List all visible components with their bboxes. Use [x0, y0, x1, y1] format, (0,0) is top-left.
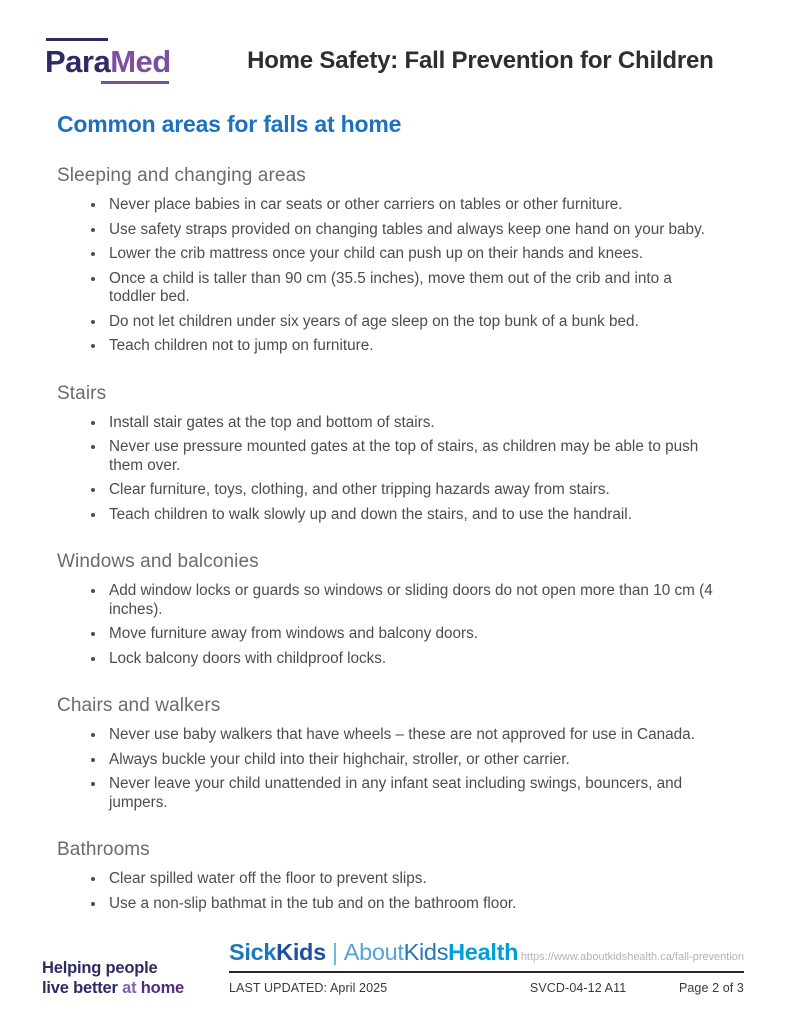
page-title: Home Safety: Fall Prevention for Children — [247, 47, 714, 74]
bullet-item: • Use a non-slip bathmat in the tub and on the bathroom floor. — [106, 895, 718, 914]
document-code: SVCD-04-12 A11 — [529, 980, 627, 995]
footer-divider — [229, 971, 744, 973]
bullet-item: • Never use baby walkers that have wheels – these are not approved for use in Canada. — [106, 726, 718, 745]
tagline-live-better: live better — [42, 979, 123, 997]
aboutkidshealth-logo-health: Health — [448, 939, 519, 965]
footer-meta-row — [229, 981, 744, 995]
bullet-item: • Install stair gates at the top and bottom of stairs. — [106, 414, 718, 433]
brand-separator: | — [331, 939, 338, 965]
bullet-item: • Never place babies in car seats or other carriers on tables or other furniture. — [106, 196, 718, 215]
section-windows-and-balconies — [57, 551, 718, 668]
last-updated: LAST UPDATED: April 2025 — [229, 980, 388, 995]
tagline-at: at — [122, 979, 137, 997]
bullet-item: • Lower the crib mattress once your child can push up on their hands and knees. — [106, 245, 718, 264]
section-heading: Windows and balconies — [57, 551, 259, 572]
logo-rule-top — [46, 38, 108, 41]
section-heading: Stairs — [57, 382, 107, 404]
bullet-list — [91, 196, 718, 356]
main-heading: Common areas for falls at home — [57, 111, 402, 137]
bullet-item: • Always buckle your child into their highchair, stroller, or other carrier. — [106, 751, 718, 770]
brand-row — [229, 940, 744, 966]
page-footer — [0, 936, 791, 1024]
section-heading: Chairs and walkers — [57, 695, 221, 716]
main-content — [0, 111, 791, 913]
sickkids-logo-sick: Sick — [229, 939, 277, 965]
section-bathrooms — [57, 839, 718, 913]
logo-rule-bottom — [101, 81, 169, 84]
aboutkidshealth-logo-kids: Kids — [403, 939, 449, 965]
sickkids-aboutkidshealth-logo — [229, 940, 518, 966]
footer-url[interactable]: https://www.aboutkidshealth.ca/fall-prevention — [520, 950, 744, 963]
logo-text — [45, 44, 171, 79]
paramed-logo — [45, 38, 171, 84]
bullet-item: • Teach children to walk slowly up and down the stairs, and to use the handrail. — [106, 506, 718, 525]
tagline-home: home — [136, 979, 185, 997]
sickkids-logo-kids: Kids — [276, 939, 326, 965]
tagline-line2 — [42, 978, 184, 998]
bullet-item: • Move furniture away from windows and balcony doors. — [106, 625, 718, 644]
logo-part-para: Para — [45, 44, 111, 79]
logo-part-med: Med — [110, 44, 171, 79]
page-header — [0, 0, 791, 84]
bullet-item: • Lock balcony doors with childproof locks. — [106, 650, 718, 669]
footer-right-block — [229, 940, 744, 995]
section-heading: Sleeping and changing areas — [57, 165, 306, 186]
paramed-tagline — [42, 958, 184, 998]
bullet-item: • Use safety straps provided on changing tables and always keep one hand on your baby. — [106, 221, 718, 240]
section-sleeping-and-changing-areas — [57, 165, 718, 356]
bullet-item: • Clear spilled water off the floor to prevent slips. — [106, 870, 718, 889]
section-heading: Bathrooms — [57, 839, 150, 860]
bullet-list — [91, 582, 718, 668]
tagline-line1: Helping people — [42, 959, 158, 977]
section-stairs — [57, 383, 718, 525]
aboutkidshealth-logo-about: About — [343, 939, 404, 965]
bullet-item: • Once a child is taller than 90 cm (35.5 inches), move them out of the crib and into a toddler bed. — [106, 270, 718, 307]
bullet-list — [91, 726, 718, 812]
bullet-item: • Teach children not to jump on furniture. — [106, 337, 718, 356]
bullet-item: • Clear furniture, toys, clothing, and other tripping hazards away from stairs. — [106, 481, 718, 500]
bullet-item: • Never leave your child unattended in any infant seat including swings, bouncers, and jumpers. — [106, 775, 718, 812]
section-chairs-and-walkers — [57, 695, 718, 812]
page-number: Page 2 of 3 — [678, 980, 744, 995]
bullet-list — [91, 414, 718, 525]
bullet-item: • Never use pressure mounted gates at the top of stairs, as children may be able to push them over. — [106, 438, 718, 475]
bullet-item: • Do not let children under six years of age sleep on the top bunk of a bunk bed. — [106, 313, 718, 332]
bullet-item: • Add window locks or guards so windows or sliding doors do not open more than 10 cm (4 inches). — [106, 582, 718, 619]
bullet-list — [91, 870, 718, 913]
